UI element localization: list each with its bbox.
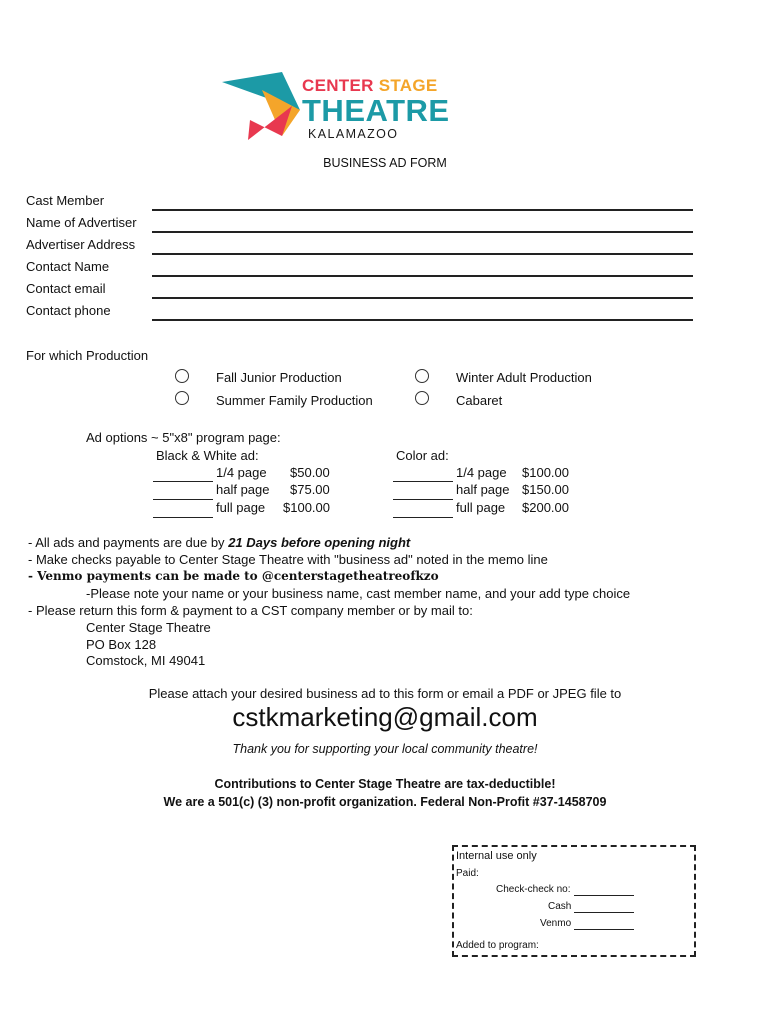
internal-use-box bbox=[452, 845, 696, 957]
note-return: - Please return this form & payment to a CST company member or by mail to: bbox=[28, 603, 473, 618]
advertiser-name-field[interactable] bbox=[152, 231, 693, 233]
check-number-field[interactable] bbox=[574, 895, 634, 896]
contact-name-field[interactable] bbox=[152, 275, 693, 277]
field-label-contact-email: Contact email bbox=[26, 281, 106, 296]
bw-full-blank[interactable] bbox=[153, 517, 213, 518]
note-venmo: - Venmo payments can be made to @centerstagetheatreofkzo bbox=[28, 569, 439, 583]
cash-field[interactable] bbox=[574, 912, 634, 913]
mail-address-line-3: Comstock, MI 49041 bbox=[86, 653, 206, 668]
bw-full-size: full page bbox=[216, 500, 266, 515]
venmo-label: Venmo bbox=[540, 918, 572, 929]
advertiser-address-field[interactable] bbox=[152, 253, 693, 255]
color-half-size: half page bbox=[456, 482, 510, 497]
bw-quarter-size: 1/4 page bbox=[216, 465, 267, 480]
ad-options-heading: Ad options ~ 5"x8" program page: bbox=[86, 430, 281, 445]
field-label-contact-name: Contact Name bbox=[26, 259, 110, 274]
check-label: Check-check no: bbox=[496, 884, 571, 895]
form-title: BUSINESS AD FORM bbox=[323, 156, 447, 170]
radio-cabaret[interactable] bbox=[415, 391, 429, 405]
thank-you-note: Thank you for supporting your local community theatre! bbox=[232, 742, 538, 756]
bw-half-price: $75.00 bbox=[290, 482, 330, 497]
mail-address-line-2: PO Box 128 bbox=[86, 637, 157, 652]
color-quarter-size: 1/4 page bbox=[456, 465, 507, 480]
bw-half-blank[interactable] bbox=[153, 499, 213, 500]
bw-half-size: half page bbox=[216, 482, 270, 497]
cast-member-field[interactable] bbox=[152, 209, 693, 211]
radio-fall-junior[interactable] bbox=[175, 369, 189, 383]
color-full-price: $200.00 bbox=[522, 500, 569, 515]
bw-heading: Black & White ad: bbox=[156, 448, 259, 463]
logo-line-3: KALAMAZOO bbox=[308, 127, 399, 141]
field-label-cast-member: Cast Member bbox=[26, 193, 105, 208]
color-quarter-price: $100.00 bbox=[522, 465, 569, 480]
option-cabaret: Cabaret bbox=[456, 393, 503, 408]
option-winter-adult: Winter Adult Production bbox=[456, 370, 592, 385]
internal-use-title: Internal use only bbox=[456, 850, 537, 862]
field-label-contact-phone: Contact phone bbox=[26, 303, 111, 318]
color-half-price: $150.00 bbox=[522, 482, 569, 497]
color-full-blank[interactable] bbox=[393, 517, 453, 518]
field-label-advertiser-name: Name of Advertiser bbox=[26, 215, 137, 230]
contact-email-field[interactable] bbox=[152, 297, 693, 299]
color-quarter-blank[interactable] bbox=[393, 481, 453, 482]
note-due-date: - All ads and payments are due by 21 Days before opening night bbox=[28, 535, 411, 550]
field-label-advertiser-address: Advertiser Address bbox=[26, 237, 136, 252]
cash-label: Cash bbox=[548, 901, 572, 912]
contact-phone-field[interactable] bbox=[152, 319, 693, 321]
color-half-blank[interactable] bbox=[393, 499, 453, 500]
option-summer-family: Summer Family Production bbox=[216, 393, 373, 408]
bw-quarter-blank[interactable] bbox=[153, 481, 213, 482]
logo-line-1: CENTER STAGE bbox=[302, 76, 438, 95]
color-heading: Color ad: bbox=[396, 448, 449, 463]
radio-winter-adult[interactable] bbox=[415, 369, 429, 383]
color-full-size: full page bbox=[456, 500, 506, 515]
option-fall-junior: Fall Junior Production bbox=[216, 370, 342, 385]
contact-email-address[interactable]: cstkmarketing@gmail.com bbox=[232, 702, 538, 732]
attach-instructions: Please attach your desired business ad to this form or email a PDF or JPEG file to bbox=[148, 686, 622, 701]
added-to-program-label: Added to program: bbox=[456, 940, 539, 951]
mail-address-line-1: Center Stage Theatre bbox=[86, 620, 211, 635]
note-venmo-detail: -Please note your name or your business name, cast member name, and your add type choice bbox=[86, 586, 631, 601]
logo-line-2: THEATRE bbox=[302, 93, 450, 128]
bw-full-price: $100.00 bbox=[283, 500, 330, 515]
venmo-field[interactable] bbox=[574, 929, 634, 930]
tax-deductible-note: Contributions to Center Stage Theatre are tax-deductible! bbox=[214, 777, 556, 791]
note-checks: - Make checks payable to Center Stage Theatre with "business ad" noted in the memo line bbox=[28, 552, 548, 567]
radio-summer-family[interactable] bbox=[175, 391, 189, 405]
bw-quarter-price: $50.00 bbox=[290, 465, 330, 480]
production-label: For which Production bbox=[26, 348, 149, 363]
paid-label: Paid: bbox=[456, 868, 479, 879]
nonprofit-note: We are a 501(c) (3) non-profit organization. Federal Non-Profit #37-1458709 bbox=[163, 795, 607, 809]
